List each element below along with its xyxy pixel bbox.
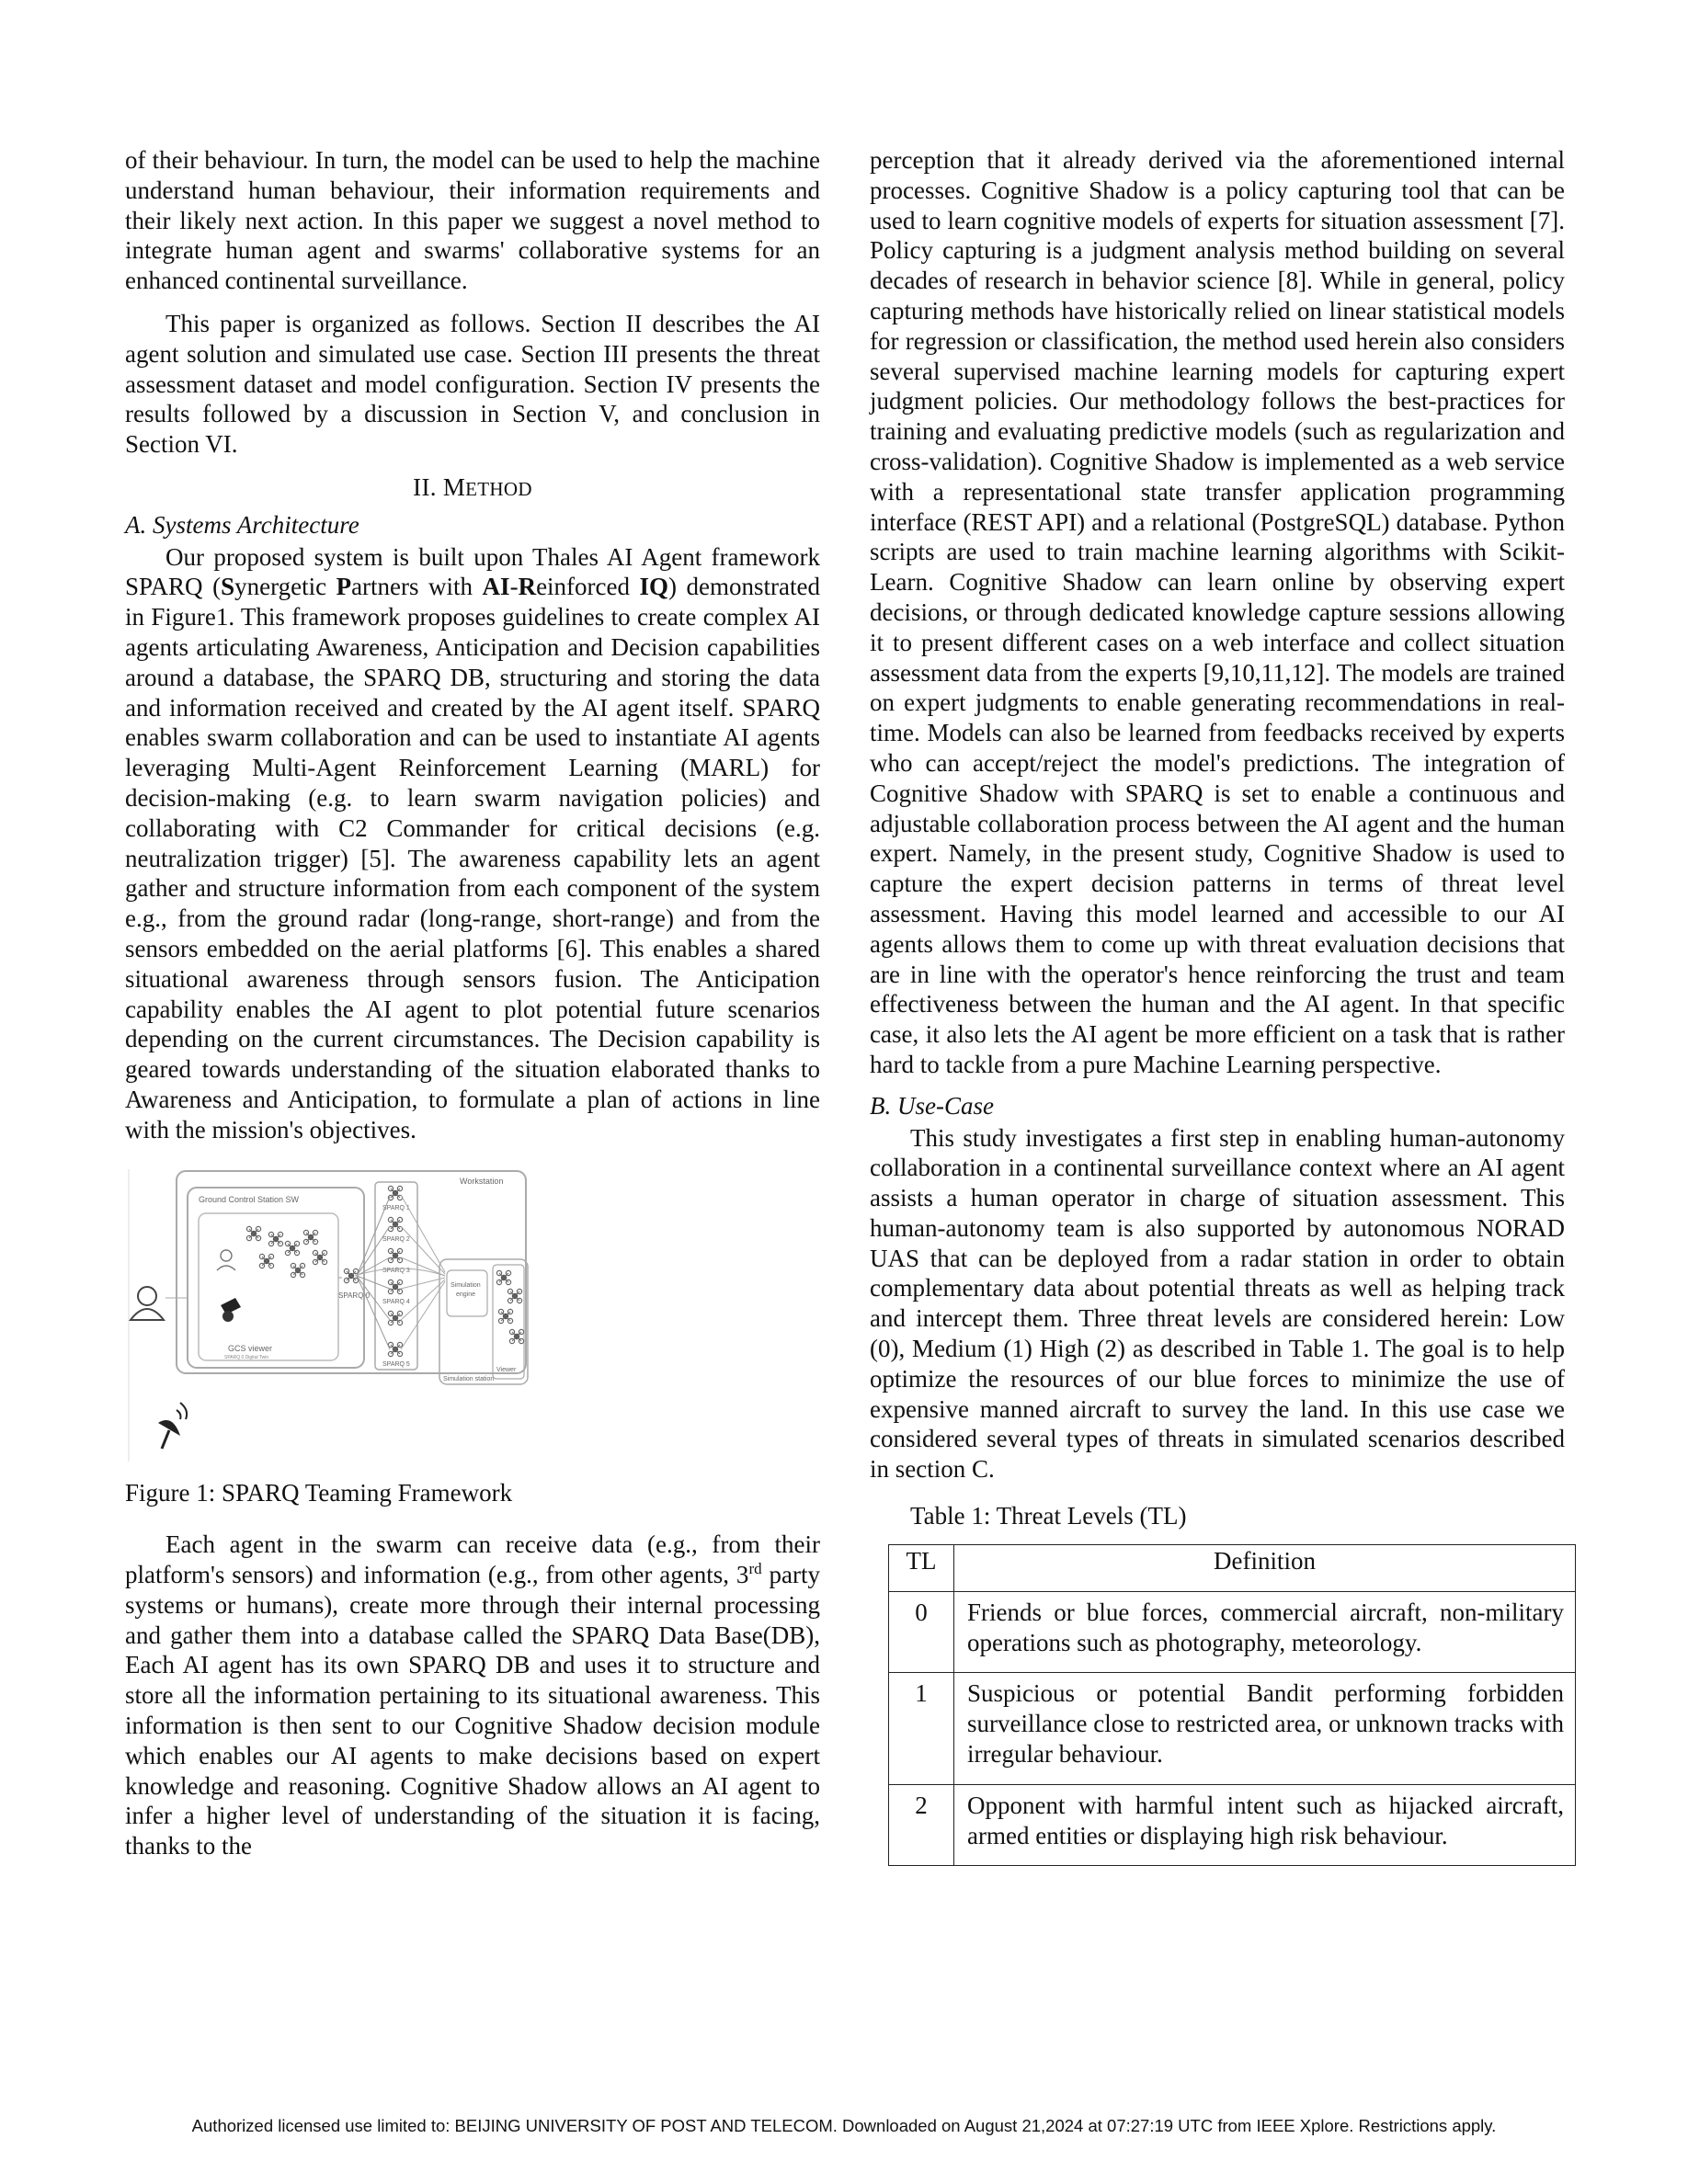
simulation-station-label: Simulation station <box>443 1375 495 1382</box>
figure-caption: Figure 1: SPARQ Teaming Framework <box>125 1478 513 1507</box>
left-column <box>125 145 820 1861</box>
radar-dish-icon <box>158 1403 187 1449</box>
paragraph-sparq-db: Each agent in the swarm can receive data (e.g., from their platform's sensors) and information (e.g., from other agents, 3rd party systems or humans), create more through their internal processing and gather them into a database called the SPARQ Data Base(DB), Each AI agent has its own SPARQ DB and uses it to structure and store all the information pertaining to its situational awareness. This information is then sent to our Cognitive Shadow decision module which enables our AI agents to make decisions based on expert knowledge and reasoning. Cognitive Shadow allows an AI agent to infer a higher level of understanding of the situation it is facing, thanks to the <box>125 1530 820 1860</box>
human-operator-icon <box>131 1287 164 1320</box>
sparq-node-label: SPARQ 3 <box>382 1267 410 1274</box>
simulation-engine-label-1: Simulation <box>451 1281 481 1289</box>
section-title: METHOD <box>442 472 532 501</box>
sparq-node-label: SPARQ 2 <box>382 1235 410 1243</box>
table-cell-tl: 0 <box>889 1591 954 1673</box>
table-caption: Table 1: Threat Levels (TL) <box>910 1502 1187 1530</box>
paragraph-intro-end: of their behaviour. In turn, the model can be used to help the machine understand human behaviour, their information requirements and their likely next action. In this paper we suggest a novel method to integrate human agent and swarms' collaborative systems for an enhanced continental surveillance. <box>125 146 820 295</box>
table-header-definition: Definition <box>954 1544 1576 1591</box>
threat-levels-table <box>888 1544 1576 1867</box>
sparq0-label: SPARQ 0 <box>338 1291 371 1300</box>
table-cell-tl: 1 <box>889 1673 954 1784</box>
ieee-license-footer: Authorized licensed use limited to: BEIJING UNIVERSITY OF POST AND TELECOM. Downloaded on August 21,2024 at 07:27:19 UTC from IEEE Xplore. Restrictions apply. <box>191 2116 1497 2135</box>
paragraph-systems-architecture: Our proposed system is built upon Thales AI Agent framework SPARQ (Synergetic Partners with AI-Reinforced IQ) demonstrated in Figure1. This framework proposes guidelines to create complex AI agents articulating Awareness, Anticipation and Decision capabilities around a database, the SPARQ DB, structuring and storing the data and information received and created by the AI agent itself. SPARQ enables swarm collaboration and can be used to instantiate AI agents leveraging Multi-Agent Reinforcement Learning (MARL) for decision-making (e.g. to learn swarm navigation policies) and collaborating with C2 Commander for critical decisions (e.g. neutralization trigger) [5]. The awareness capability lets an agent gather and structure information from each component of the system e.g., from the ground radar (long-range, short-range) and from the sensors embedded on the aerial platforms [6]. This enables a shared situational awareness through sensors fusion. The Anticipation capability enables the AI agent to plot potential future scenarios depending on the current circumstances. The Decision capability is geared towards understanding of the situation elaborated thanks to Awareness and Anticipation, to formulate a plan of actions in line with the mission's objectives. <box>125 542 820 1143</box>
figure-sparq-framework <box>125 1169 530 1462</box>
subsection-heading-systems-architecture: A. Systems Architecture <box>125 510 359 539</box>
digital-twin-label: SPARQ 0 Digital Twin <box>224 1354 269 1360</box>
viewer-label: Viewer <box>496 1366 517 1373</box>
paragraph-organization: This paper is organized as follows. Section II describes the AI agent solution and simulated use case. Section III presents the threat assessment dataset and model configuration. Section IV presents the results followed by a discussion in Section V, and conclusion in Section VI. <box>125 309 820 459</box>
right-column <box>870 145 1565 1866</box>
gcs-box <box>188 1188 364 1368</box>
simulation-station-box <box>439 1259 528 1384</box>
gcs-user-icon <box>217 1250 235 1270</box>
gcs-sw-label: Ground Control Station SW <box>199 1194 300 1204</box>
camera-icon <box>221 1298 241 1322</box>
table-row <box>889 1591 1576 1673</box>
section-heading-method <box>125 472 820 505</box>
subsection-heading-use-case: B. Use-Case <box>870 1091 994 1120</box>
table-cell-tl: 2 <box>889 1784 954 1866</box>
sparq-node-label: SPARQ 1 <box>382 1204 410 1211</box>
sparq-framework-diagram <box>125 1169 530 1462</box>
table-cell-definition: Opponent with harmful intent such as hijacked aircraft, armed entities or displaying high risk behaviour. <box>954 1784 1576 1866</box>
paragraph-cognitive-shadow: perception that it already derived via the aforementioned internal processes. Cognitive Shadow is a policy capturing tool that can be used to learn cognitive models of experts for situation assessment [7]. Policy capturing is a judgment analysis method building on several decades of research in behavior science [8]. While in general, policy capturing methods have historically relied on linear statistical models for regression or classification, the method used herein also considers several supervised machine learning models for capturing expert judgment policies. Our methodology follows the best-practices for training and evaluating predictive models (such as regularization and cross-validation). Cognitive Shadow is implemented as a web service with a representational state transfer application programming interface (REST API) and a relational (PostgreSQL) database. Python scripts are used to train machine learning algorithms with Scikit-Learn. Cognitive Shadow can learn online by observing expert decisions, or through dedicated knowledge capture sessions allowing it to present different cases on a web interface and collect situation assessment data from the experts [9,10,11,12]. The models are trained on expert judgments to enable generating recommendations in real-time. Models can also be learned from feedbacks received by experts who can accept/reject the model's predictions. The integration of Cognitive Shadow with SPARQ is set to enable a continuous and adjustable collaboration process between the AI agent and the human expert. Namely, in the present study, Cognitive Shadow is used to capture the expert decision patterns in terms of threat level assessment. Having this model learned and accessible to our AI agents allows them to come up with threat evaluation decisions that are in line with the operator's hence reinforcing the trust and team effectiveness between the human and the AI agent. In that specific case, it also lets the AI agent be more efficient on a task that is rather hard to tackle from a pure Machine Learning perspective. <box>870 146 1565 1078</box>
gcs-viewer-label: GCS viewer <box>228 1343 273 1353</box>
table-header-tl: TL <box>889 1544 954 1591</box>
table-row <box>889 1673 1576 1784</box>
viewer-drone-icons <box>496 1270 523 1343</box>
workstation-label: Workstation <box>460 1176 504 1186</box>
table-cell-definition: Suspicious or potential Bandit performing forbidden surveillance close to restricted area, or unknown tracks with irregular behaviour. <box>954 1673 1576 1784</box>
table-header-row <box>889 1544 1576 1591</box>
gcs-drone-icons <box>246 1226 326 1277</box>
table-row <box>889 1784 1576 1866</box>
simulation-engine-label-2: engine <box>456 1291 476 1298</box>
section-number: II. <box>413 472 437 501</box>
sparq-node-label: SPARQ 5 <box>382 1360 410 1368</box>
paragraph-use-case: This study investigates a first step in enabling human-autonomy collaboration in a continental surveillance context where an AI agent assists a human operator in charge of situation assessment. This human-autonomy team is also supported by autonomous NORAD UAS that can be deployed from a radar station in order to obtain complementary data about potential threats as well as helping track and intercept them. Three threat levels are considered herein: Low (0), Medium (1) High (2) as described in Table 1. The goal is to help optimize the resources of our blue forces to minimize the use of expensive manned aircraft to survey the land. In this use case we considered several types of threats in simulated scenarios described in section C. <box>870 1123 1565 1484</box>
sparq-node-label: SPARQ 4 <box>382 1298 410 1305</box>
table-cell-definition: Friends or blue forces, commercial aircraft, non-military operations such as photography, meteorology. <box>954 1591 1576 1673</box>
